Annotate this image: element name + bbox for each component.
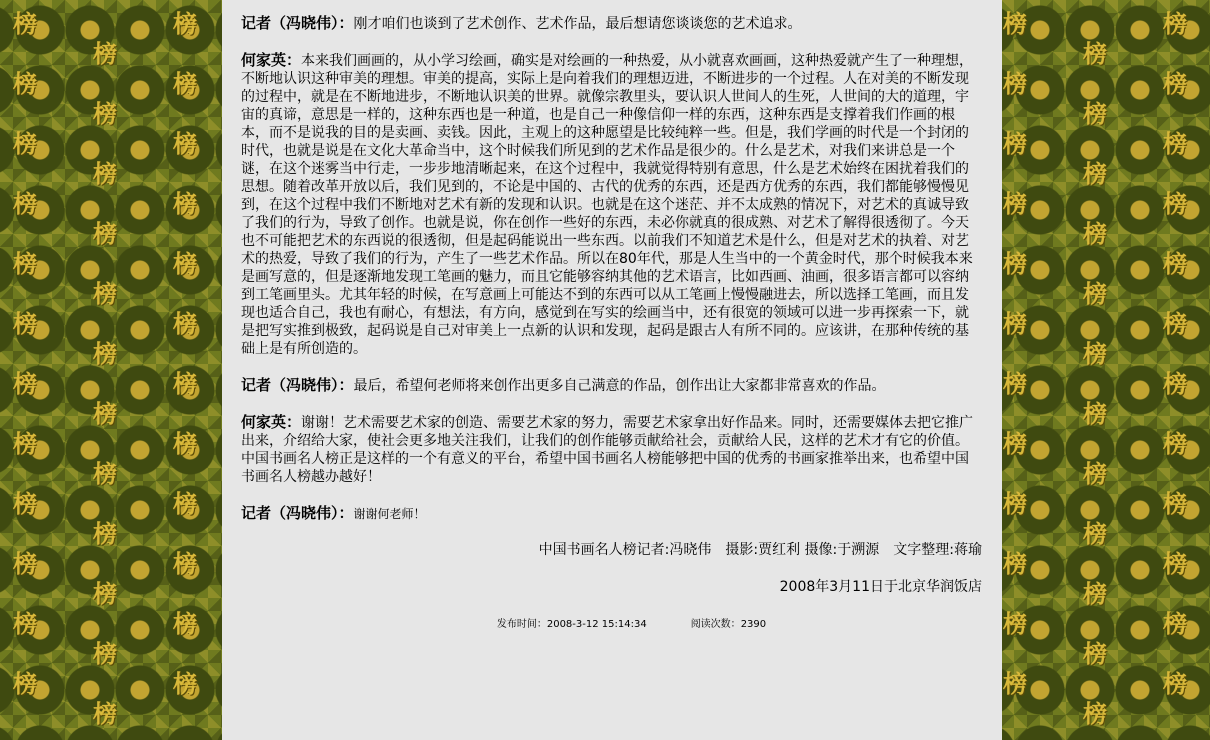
background-glyph: 榜 <box>1003 369 1027 398</box>
article-paragraph: 记者（冯晓伟）：谢谢何老师！ <box>241 504 426 522</box>
background-glyph: 榜 <box>13 669 37 698</box>
background-glyph: 榜 <box>1163 249 1187 278</box>
credit-text-edit: 文字整理:蒋瑜 <box>893 542 982 558</box>
background-glyph: 榜 <box>1083 699 1107 728</box>
background-glyph: 榜 <box>173 69 197 98</box>
article-panel <box>222 0 1002 740</box>
background-glyph: 榜 <box>173 609 197 638</box>
background-glyph: 榜 <box>13 249 37 278</box>
credit-reporter: 中国书画名人榜记者:冯晓伟 <box>538 542 712 558</box>
background-glyph: 榜 <box>1083 639 1107 668</box>
background-glyph: 榜 <box>1003 9 1027 38</box>
background-glyph: 榜 <box>1003 69 1027 98</box>
views-count: 2390 <box>740 619 767 630</box>
background-glyph: 榜 <box>1003 309 1027 338</box>
credit-video: 摄像:于溯源 <box>804 542 880 558</box>
background-glyph: 榜 <box>173 189 197 218</box>
paragraph-text: 谢谢何老师！ <box>353 507 426 521</box>
article-paragraph: 记者（冯晓伟）：刚才咱们也谈到了艺术创作、艺术作品，最后想请您谈谈您的艺术追求。 <box>241 14 802 32</box>
background-glyph: 榜 <box>13 189 37 218</box>
paragraph-text: 刚才咱们也谈到了艺术创作、艺术作品，最后想请您谈谈您的艺术追求。 <box>353 16 802 32</box>
background-glyph: 榜 <box>173 309 197 338</box>
background-glyph: 榜 <box>93 579 117 608</box>
background-glyph: 榜 <box>1003 189 1027 218</box>
background-glyph: 榜 <box>93 399 117 428</box>
background-glyph: 榜 <box>13 129 37 158</box>
background-glyph: 榜 <box>93 159 117 188</box>
background-glyph: 榜 <box>1083 519 1107 548</box>
background-glyph: 榜 <box>93 699 117 728</box>
background-glyph: 榜 <box>1083 279 1107 308</box>
paragraph-text: 谢谢！艺术需要艺术家的创造、需要艺术家的努力，需要艺术家拿出好作品来。同时，还需要媒体去把它推广出来，介绍给大家，使社会更多地关注我们，让我们的创作能够贡献给社会，贡献给人民，这样的艺术才有它的价值。中国书画名人榜正是这样的一个有意义的平台，希望中国书画名人榜能够把中国的优秀的书画家推举出来，也希望中国书画名人榜越办越好！ <box>241 415 974 485</box>
background-glyph: 榜 <box>93 339 117 368</box>
background-glyph: 榜 <box>1083 399 1107 428</box>
background-glyph: 榜 <box>1003 489 1027 518</box>
background-glyph: 榜 <box>13 369 37 398</box>
background-glyph: 榜 <box>173 429 197 458</box>
article-credits <box>241 541 982 559</box>
background-glyph: 榜 <box>1163 489 1187 518</box>
speaker-name: 何家英 <box>241 51 287 69</box>
credit-photo: 摄影:贾红利 <box>725 542 801 558</box>
background-glyph: 榜 <box>1163 69 1187 98</box>
speaker-name: 记者（冯晓伟） <box>241 504 339 522</box>
paragraph-text: 本来我们画画的，从小学习绘画，确实是对绘画的一种热爱，从小就喜欢画画，这种热爱就产生了一种理想，不断地认识这种审美的理想。审美的提高，实际上是向着我们的理想迈进，不断进步的一个过程。人在对美的不断发现的过程中，就是在不断地进步，不断地认识美的世界。就像宗教里头，要认识人世间人的生死，人世间的大的道理，宇宙的真谛，意思是一样的，这种东西也是一种道，也是自己一种像信仰一样的东西，这种东西是支撑着我们作画的根本，而不是说我的目的是卖画、卖钱。因此，主观上的这种愿望是比较纯粹一些。但是，我们学画的时代是一个封闭的时代，也就是说是在文化大革命当中，这个时候我们所见到的艺术作品是很少的。什么是艺术，对我们来讲总是一个谜，在这个迷雾当中行走，一步步地清晰起来，在这个过程中，我就觉得特别有意思，什么是艺术始终在困扰着我们的思想。随着改革开放以后，我们见到的，不论是中国的、古代的优秀的东西，还是西方优秀的东西，我们都能够慢慢见到，在这个过程中我们不断地对艺术有新的发现和认识。也就是在这个迷茫、并不太成熟的情况下，对艺术的真诚导致了我们的行为，导致了创作。也就是说，你在创作一些好的东西，未必你就真的很成熟、对艺术了解得很透彻了。今天也不可能把艺术的东西说的很透彻，但是起码能说出一些东西。以前我们不知道艺术是什么，但是对艺术的执着、对艺术的热爱，导致了我们的行为，产生了一些艺术作品。所以在80年代，那是人生当中的一个黄金时代，那个时候我本来是画写意的，但是逐渐地发现工笔画的魅力，而且它能够容纳其他的艺术语言，比如西画、油画，很多语言都可以容纳到工笔画里头。尤其年轻的时候，在写意画上可能达不到的东西可以从工笔画上慢慢融进去，所以选择工笔画，而且发现也适合自己，我也有耐心，有想法，有方向，感觉到在写实的绘画当中，还有很宽的领域可以进一步再探索一下，就是把写实推到极致，起码说是自己对审美上一点新的认识和发现，起码是跟古人有所不同的。应该讲，在那种传统的基础上是有所创造的。 <box>241 53 974 357</box>
background-glyph: 榜 <box>173 369 197 398</box>
article-paragraph: 何家英：本来我们画画的，从小学习绘画，确实是对绘画的一种热爱，从小就喜欢画画，这种热爱就产生了一种理想，不断地认识这种审美的理想。审美的提高，实际上是向着我们的理想迈进，不断进步的一个过程。人在对美的不断发现的过程中，就是在不断地进步，不断地认识美的世界。就像宗教里头，要认识人世间人的生死，人世间的大的道理，宇宙的真谛，意思是一样的，这种东西也是一种道，也是自己一种像信仰一样的东西，这种东西是支撑着我们作画的根本，而不是说我的目的是卖画、卖钱。因此，主观上的这种愿望是比较纯粹一些。但是，我们学画的时代是一个封闭的时代，也就是说是在文化大革命当中，这个时候我们所见到的艺术作品是很少的。什么是艺术，对我们来讲总是一个谜，在这个迷雾当中行走，一步步地清晰起来，在这个过程中，我就觉得特别有意思，什么是艺术始终在困扰着我们的思想。随着改革开放以后，我们见到的，不论是中国的、古代的优秀的东西，还是西方优秀的东西，我们都能够慢慢见到，在这个过程中我们不断地对艺术有新的发现和认识。也就是在这个迷茫、并不太成熟的情况下，对艺术的真诚导致了我们的行为，导致了创作。也就是说，你在创作一些好的东西，未必你就真的很成熟、对艺术了解得很透彻了。今天也不可能把艺术的东西说的很透彻，但是起码能说出一些东西。以前我们不知道艺术是什么，但是对艺术的执着、对艺术的热爱，导致了我们的行为，产生了一些艺术作品。所以在80年代，那是人生当中的一个黄金时代，那个时候我本来是画写意的，但是逐渐地发现工笔画的魅力，而且它能够容纳其他的艺术语言，比如西画、油画，很多语言都可以容纳到工笔画里头。尤其年轻的时候，在写意画上可能达不到的东西可以从工笔画上慢慢融进去，所以选择工笔画，而且发现也适合自己，我也有耐心，有想法，有方向，感觉到在写实的绘画当中，还有很宽的领域可以进一步再探索一下，就是把写实推到极致，起码说是自己对审美上一点新的认识和发现，起码是跟古人有所不同的。应该讲，在那种传统的基础上是有所创造的。 <box>241 51 974 357</box>
speaker-name: 记者（冯晓伟） <box>241 376 339 394</box>
background-glyph: 榜 <box>1163 9 1187 38</box>
background-glyph: 榜 <box>1163 369 1187 398</box>
background-glyph: 榜 <box>1163 309 1187 338</box>
background-glyph: 榜 <box>1083 579 1107 608</box>
background-glyph: 榜 <box>1163 189 1187 218</box>
background-glyph: 榜 <box>1083 459 1107 488</box>
background-glyph: 榜 <box>1083 339 1107 368</box>
background-glyph: 榜 <box>1003 429 1027 458</box>
background-glyph: 榜 <box>1003 549 1027 578</box>
article-meta <box>241 615 982 630</box>
background-glyph: 榜 <box>93 39 117 68</box>
views-label: 阅读次数： <box>690 619 741 630</box>
background-glyph: 榜 <box>173 9 197 38</box>
background-glyph: 榜 <box>1163 609 1187 638</box>
background-glyph: 榜 <box>173 549 197 578</box>
background-glyph: 榜 <box>1003 609 1027 638</box>
background-glyph: 榜 <box>13 9 37 38</box>
background-glyph: 榜 <box>173 489 197 518</box>
background-glyph: 榜 <box>93 459 117 488</box>
background-glyph: 榜 <box>13 489 37 518</box>
publish-time: 2008-3-12 15:14:34 <box>546 619 647 630</box>
speaker-name: 记者（冯晓伟） <box>241 14 339 32</box>
publish-time-label: 发布时间： <box>496 619 547 630</box>
background-glyph: 榜 <box>1083 39 1107 68</box>
background-glyph: 榜 <box>1163 429 1187 458</box>
background-glyph: 榜 <box>93 639 117 668</box>
background-glyph: 榜 <box>1003 669 1027 698</box>
background-glyph: 榜 <box>1163 129 1187 158</box>
article-paragraph: 何家英：谢谢！艺术需要艺术家的创造、需要艺术家的努力，需要艺术家拿出好作品来。同时，还需要媒体去把它推广出来，介绍给大家，使社会更多地关注我们，让我们的创作能够贡献给社会，贡献给人民，这样的艺术才有它的价值。中国书画名人榜正是这样的一个有意义的平台，希望中国书画名人榜能够把中国的优秀的书画家推举出来，也希望中国书画名人榜越办越好！ <box>241 413 974 485</box>
background-glyph: 榜 <box>173 129 197 158</box>
background-glyph: 榜 <box>93 519 117 548</box>
speaker-name: 何家英 <box>241 413 287 431</box>
background-glyph: 榜 <box>173 249 197 278</box>
paragraph-text: 最后，希望何老师将来创作出更多自己满意的作品，创作出让大家都非常喜欢的作品。 <box>353 378 886 394</box>
background-glyph: 榜 <box>13 69 37 98</box>
background-glyph: 榜 <box>1163 669 1187 698</box>
background-glyph: 榜 <box>13 309 37 338</box>
background-glyph: 榜 <box>1003 249 1027 278</box>
background-glyph: 榜 <box>13 429 37 458</box>
background-glyph: 榜 <box>1003 129 1027 158</box>
background-glyph: 榜 <box>13 549 37 578</box>
background-glyph: 榜 <box>1083 99 1107 128</box>
background-glyph: 榜 <box>13 609 37 638</box>
article-dateline: 2008年3月11日于北京华润饭店 <box>779 579 982 595</box>
background-glyph: 榜 <box>1083 159 1107 188</box>
article-paragraph: 记者（冯晓伟）：最后，希望何老师将来创作出更多自己满意的作品，创作出让大家都非常喜欢的作品。 <box>241 376 886 394</box>
background-glyph: 榜 <box>93 99 117 128</box>
background-glyph: 榜 <box>93 219 117 248</box>
background-glyph: 榜 <box>93 279 117 308</box>
background-glyph: 榜 <box>1083 219 1107 248</box>
background-glyph: 榜 <box>1163 549 1187 578</box>
background-glyph: 榜 <box>173 669 197 698</box>
